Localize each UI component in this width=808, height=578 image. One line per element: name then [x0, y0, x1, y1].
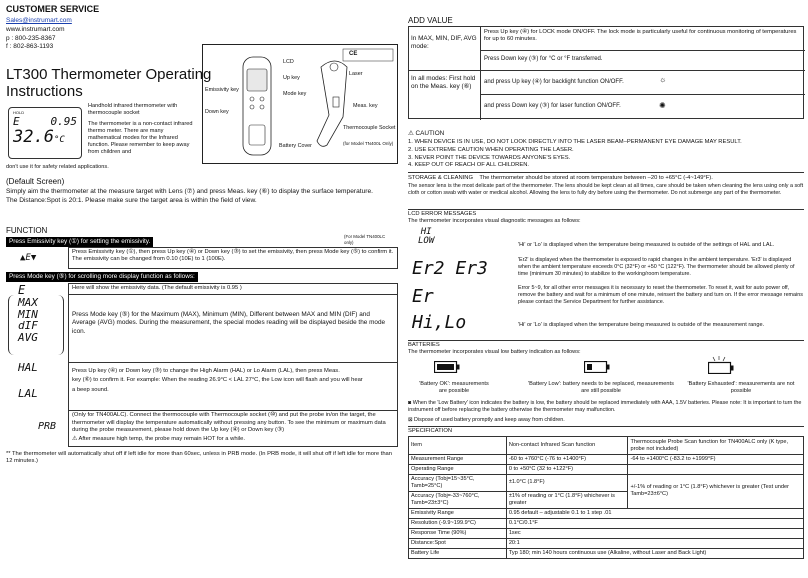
spec-ir-value: 1sec — [506, 528, 803, 538]
emissivity-lcd-icon: ▲E▼ — [20, 253, 37, 263]
spec-ir-value: ±1.0°C (1.8°F) — [506, 475, 628, 492]
email-link[interactable]: Sales@instrumart.com — [6, 17, 72, 24]
battery-ok-text: 'Battery OK': measurements are possible — [419, 381, 489, 394]
default-screen-p2: The Distance:Spot is 20:1. Please make sure the target area is within the field of view. — [6, 196, 257, 204]
label-meas-key: Meas. key — [353, 103, 378, 109]
label-battery-cover: Battery Cover — [279, 143, 312, 149]
spec-ir-value: 0.95 default – adjustable 0.1 to 1 step .01 — [506, 508, 803, 518]
spec-item: Resolution (-9.9~199.9°C) — [409, 518, 507, 528]
lcd-messages-intro: The thermometer incorporates visual diagnostic messages as follows: — [408, 218, 581, 224]
spec-tc-value — [628, 465, 804, 475]
spec-row — [409, 538, 804, 548]
battery-note-1: ◙ When the 'Low Battery' icon indicates the battery is low, the battery should be replaced immediately with AAA, 1.5V batteries. Please note: It is important to turn the instrument off before replacing the battery otherwise the thermometer may malfunction. — [408, 400, 802, 414]
lcd-er2-er3 — [412, 260, 488, 278]
ce-mark: CE — [349, 51, 358, 57]
hilo-text: 'Hi' or 'Lo' is displayed when the temperature being measured is outside of the measurement range. — [518, 322, 765, 328]
spec-row — [409, 518, 804, 528]
row-emissivity: Here will show the emissivity data. (The default emissivity is 0.95 ) — [68, 283, 398, 295]
mode-bar: Press Mode key (⑤) for scrolling more display function as follows: — [6, 272, 198, 282]
default-screen-heading: (Default Screen) — [6, 177, 65, 186]
spec-row — [409, 528, 804, 538]
caution-heading: ⚠ CAUTION — [408, 130, 445, 137]
lcd-mode: E — [13, 115, 20, 128]
add-value-unit: Press Down key (③) for °C or °F transferred. — [481, 51, 805, 71]
batteries-heading: BATTERIES — [408, 342, 440, 348]
caution-list — [408, 139, 804, 170]
label-model-note: (for Model TN400L Only) — [343, 141, 394, 146]
divider — [408, 426, 804, 427]
lcd-hi-lo: Hi,Lo — [412, 312, 467, 333]
divider — [408, 172, 804, 173]
spec-item: Accuracy (Tobj=-33~760°C, Tamb=23±3°C) — [409, 491, 507, 508]
spec-row — [409, 465, 804, 475]
label-laser: Laser — [349, 71, 363, 77]
lcd-unit: °C — [53, 134, 65, 145]
lcd-hal: HAL — [18, 361, 38, 374]
emissivity-bar: Press Emissivity key (①) for setting the emissivity. — [6, 237, 153, 247]
spec-ir-value: 20:1 — [506, 538, 803, 548]
spec-item: Accuracy (Tobj=15~35°C, Tamb=25°C) — [409, 475, 507, 492]
model-note: (For Model TN400LC only) — [344, 234, 386, 245]
label-down-key: Down key — [205, 109, 229, 115]
add-value-row1-label: In MAX, MIN, DIF, AVG mode: — [409, 27, 481, 71]
battery-exhausted-icon — [708, 356, 734, 374]
spec-row — [409, 455, 804, 465]
lcd-avg: AVG — [18, 330, 38, 344]
spec-item: Response Time (90%) — [409, 528, 507, 538]
backlight-icon: ☼ — [659, 75, 667, 84]
spec-item: Operating Range — [409, 465, 507, 475]
lcd-dif: dIF — [18, 319, 38, 333]
spec-ir-value: -60 to +760°C (-76 to +1400°F) — [506, 455, 628, 465]
row-probe — [68, 411, 398, 447]
lcd-emissivity: 0.95 — [50, 115, 77, 128]
spec-tc-value: +/-1% of reading or 1°C (1.8°F) whichever is greater (Test under Tamb=23±6°C) — [628, 475, 804, 509]
title-line-2: Instructions — [6, 83, 83, 101]
lcd-hi: HI — [420, 227, 432, 237]
add-value-row2-label: In all modes: First hold on the Meas. key (⑥) — [409, 71, 481, 120]
page-title — [6, 66, 211, 101]
auto-off-footnote: ** The thermometer will automatically shut off if left idle for more than 60sec, unless in PRB mode. (In PRB mode, it will shut off if left idle for more than 12 minutes.) — [6, 451, 392, 465]
lcd-er: Er — [412, 286, 434, 307]
spec-ir-value: 0 to +50°C (32 to +122°F) — [506, 465, 628, 475]
specification-table — [408, 436, 804, 559]
right-column — [408, 4, 804, 574]
lcd-hi-low — [418, 228, 434, 246]
row-hal-1: Press Up key (④) or Down key (③) to change the High Alarm (HAL) or Lo Alarm (LAL), then press Meas. — [72, 368, 340, 374]
spec-row — [409, 475, 804, 492]
row-prb-text: (Only for TN400ALC). Connect the thermocouple with Thermocouple socket (⑩) and put the probe in/on the target, the thermometer will display the temperature automatically without pressing any button. To see the minimum or maximum data during the probe measurement, please hold down the Up key (④) or Down key (③) — [72, 412, 386, 434]
caution-item: 4. KEEP OUT OF REACH OF ALL CHILDREN. — [408, 162, 530, 169]
contact-block — [6, 17, 72, 52]
lcd-min: MIN — [18, 307, 38, 321]
function-heading: FUNCTION — [6, 226, 48, 235]
fax-text: f : 802-863-1193 — [6, 43, 54, 51]
spec-item: Emissivity Range — [409, 508, 507, 518]
row-hal-3: a beep sound. — [72, 386, 109, 393]
spec-row — [409, 437, 804, 455]
lcd-er3: Er3 — [455, 258, 488, 279]
spec-row — [409, 508, 804, 518]
lcd-temperature: 32.6 — [13, 126, 54, 147]
lcd-mode-list — [18, 297, 38, 343]
add-value-laser: and press Down key (③) for laser function ON/OFF. — [484, 103, 621, 109]
emissivity-text: Press Emissivity key (①), then press Up key (④) or Down key (③) to set the emissivity, then press Mode key (⑤) to confirm it. The emissivity can be changed from 0.10 (10E) to 1 (100E). — [68, 247, 398, 269]
battery-note-icon: ◙ — [408, 400, 412, 406]
divider — [408, 209, 804, 210]
lcd-lo-2: Lo — [444, 312, 467, 333]
storage-heading: STORAGE & CLEANING — [408, 175, 473, 181]
laser-icon: ✺ — [659, 101, 666, 110]
mode-lcd-column — [8, 283, 64, 445]
website-text: www.instrumart.com — [6, 25, 65, 33]
storage-heading-line — [408, 175, 804, 182]
hi-lo-text: 'Hi' or 'Lo' is displayed when the temperature being measured is outside of the settings of HAL and LAL. — [518, 242, 775, 248]
caution-item: 2. USE EXTREME CAUTION WHEN OPERATING THE LASER. — [408, 146, 574, 153]
default-lcd-display — [8, 107, 82, 159]
spec-table — [408, 436, 804, 559]
caution-icon: ⚠ — [408, 130, 414, 137]
specification-heading: SPECIFICATION — [408, 428, 453, 434]
add-value-lock: Press Up key (④) for LOCK mode ON/OFF. The lock mode is particularly useful for continuous monitoring of temperatures for up to 60 minutes. — [481, 27, 805, 51]
label-thermocouple-socket: Thermocouple Socket — [343, 125, 396, 131]
lcd-er2: Er2 — [412, 258, 445, 279]
battery-note-2: ⊠ Dispose of used battery promptly and keep away from children. — [408, 417, 565, 423]
lcd-messages-heading: LCD ERROR MESSAGES — [408, 211, 477, 217]
left-column — [6, 4, 398, 574]
label-mode-key: Mode key — [283, 91, 307, 97]
spec-tc-value: -64 to +1400°C (-83.2 to +1999°F) — [628, 455, 804, 465]
phone-text: p : 800-235-8367 — [6, 34, 56, 42]
spec-ir-value: Typ 180; min 140 hours continuous use (Alkaline, without Laser and Back Light) — [506, 548, 803, 558]
spec-item: Distance:Spot — [409, 538, 507, 548]
divider — [408, 340, 804, 341]
er-text: Error 5~9, for all other error messages it is necessary to reset the thermometer. To reset it, wait for auto power off, remove the battery and wait for a minimum of one minute, reinsert the battery and turn on. If the error message remains please contact the Service Department for further assistance. — [518, 285, 803, 306]
battery-exhausted-text: 'Battery Exhausted': measurements are not possible — [687, 381, 795, 394]
spec-row — [409, 548, 804, 558]
caution-item: 3. NEVER POINT THE DEVICE TOWARDS ANYONE'S EYES. — [408, 154, 571, 161]
lcd-hi-2: Hi — [412, 312, 434, 333]
default-screen-p1: Simply aim the thermometer at the measure target with Lens (⑦) and press Meas. key (⑥) to display the surface temperature. — [6, 188, 373, 195]
row-hal-2: key (⑥) to confirm it. For example: When the reading 26.9°C < LAL 27°C, the Low icon will flash and you will hear — [72, 377, 363, 384]
spec-ir-value: ±1% of reading or 1°C (1.8°F) whichever is greater — [506, 491, 628, 508]
batteries-intro: The thermometer incorporates visual low battery indication as follows: — [408, 349, 581, 355]
row-prb-warning: After measure high temp, the probe may remain HOT for a while. — [78, 435, 245, 442]
desc-line-2: thermocouple socket — [88, 109, 140, 116]
warning-icon: ⚠ — [72, 435, 78, 442]
spec-ir-value: Non-contact Infrared Scan function — [506, 437, 628, 455]
lcd-hold-label: HOLD — [13, 110, 25, 115]
lcd-low: LOW — [418, 236, 435, 246]
row-max-min: Press Mode key (⑤) for the Maximum (MAX), Minimum (MIN), Different between MAX and MIN (DIF) and Average (AVG) modes. During the measurement, the special modes reading will be displayed beside the mode icon. — [68, 295, 398, 363]
label-up-key: Up key — [283, 75, 300, 81]
er23-text: 'Er2' is displayed when the thermometer is exposed to rapid changes in the ambient temperature. 'Er3' is displayed when the ambient temperature exceeds 0°C (32°F) or +50 °C (122°F). The thermometer should be allowed plenty of time (minimum 30 minutes) to stabilize to the working/room temperature. — [518, 257, 795, 278]
lcd-e-icon: E — [18, 283, 26, 297]
spec-item: Measurement Range — [409, 455, 507, 465]
battery-low-text: 'Battery Low': battery needs to be replaced, measurements are still possible — [528, 381, 674, 394]
spec-tc-value: Thermocouple Probe Scan function for TN400ALC only (K type, probe not included) — [628, 437, 804, 455]
label-emissivity-key: Emissivity key — [205, 87, 239, 93]
spec-item: Item — [409, 437, 507, 455]
emissivity-row — [6, 247, 398, 269]
storage-line1: The thermometer should be stored at room temperature between –20 to +65°C (-4~149°F). — [479, 175, 713, 181]
product-description — [88, 103, 198, 156]
add-value-heading: ADD VALUE — [408, 16, 453, 25]
add-value-table — [408, 26, 804, 119]
desc-line-1: Handhold infrared thermometer with — [88, 103, 178, 109]
customer-service-heading: CUSTOMER SERVICE — [6, 4, 100, 14]
battery-low-icon — [584, 361, 610, 373]
label-lcd: LCD — [283, 59, 294, 65]
product-diagram — [202, 44, 398, 164]
desc-tail: don't use it for safety related applications. — [6, 164, 109, 170]
add-value-backlight: and press Up key (④) for backlight function ON/OFF. — [481, 71, 805, 95]
desc-body: The thermometer is a non-contact infrared thermo meter. There are many mathematical modes for the Infrared function. Please remember to keep away from children and — [88, 120, 193, 155]
default-screen-text — [6, 188, 398, 205]
storage-body: The sensor lens is the most delicate part of the thermometer. The lens should be kept clean at all times, care should be taken when cleaning the lens using only a soft cloth or cotton swab with water or medical alcohol. Allowing the lens to fully dry before using the thermometer. Do not submerge any part of the thermometer. — [408, 183, 804, 197]
title-line-1: LT300 Thermometer Operating — [6, 66, 212, 83]
spec-item: Battery Life — [409, 548, 507, 558]
lcd-lal: LAL — [18, 387, 38, 400]
mode-table — [68, 283, 398, 447]
lcd-max: MAX — [18, 296, 38, 309]
spec-ir-value: 0.1°C/0.1°F — [506, 518, 803, 528]
lcd-prb: PRB — [38, 421, 57, 432]
row-alarm — [68, 363, 398, 411]
caution-item: 1. WHEN DEVICE IS IN USE, DO NOT LOOK DIRECTLY INTO THE LASER BEAM–PERMANENT EYE DAMAGE MAY RESULT. — [408, 139, 742, 145]
battery-ok-icon — [434, 361, 460, 373]
recycle-bin-icon: ⊠ — [408, 417, 413, 423]
